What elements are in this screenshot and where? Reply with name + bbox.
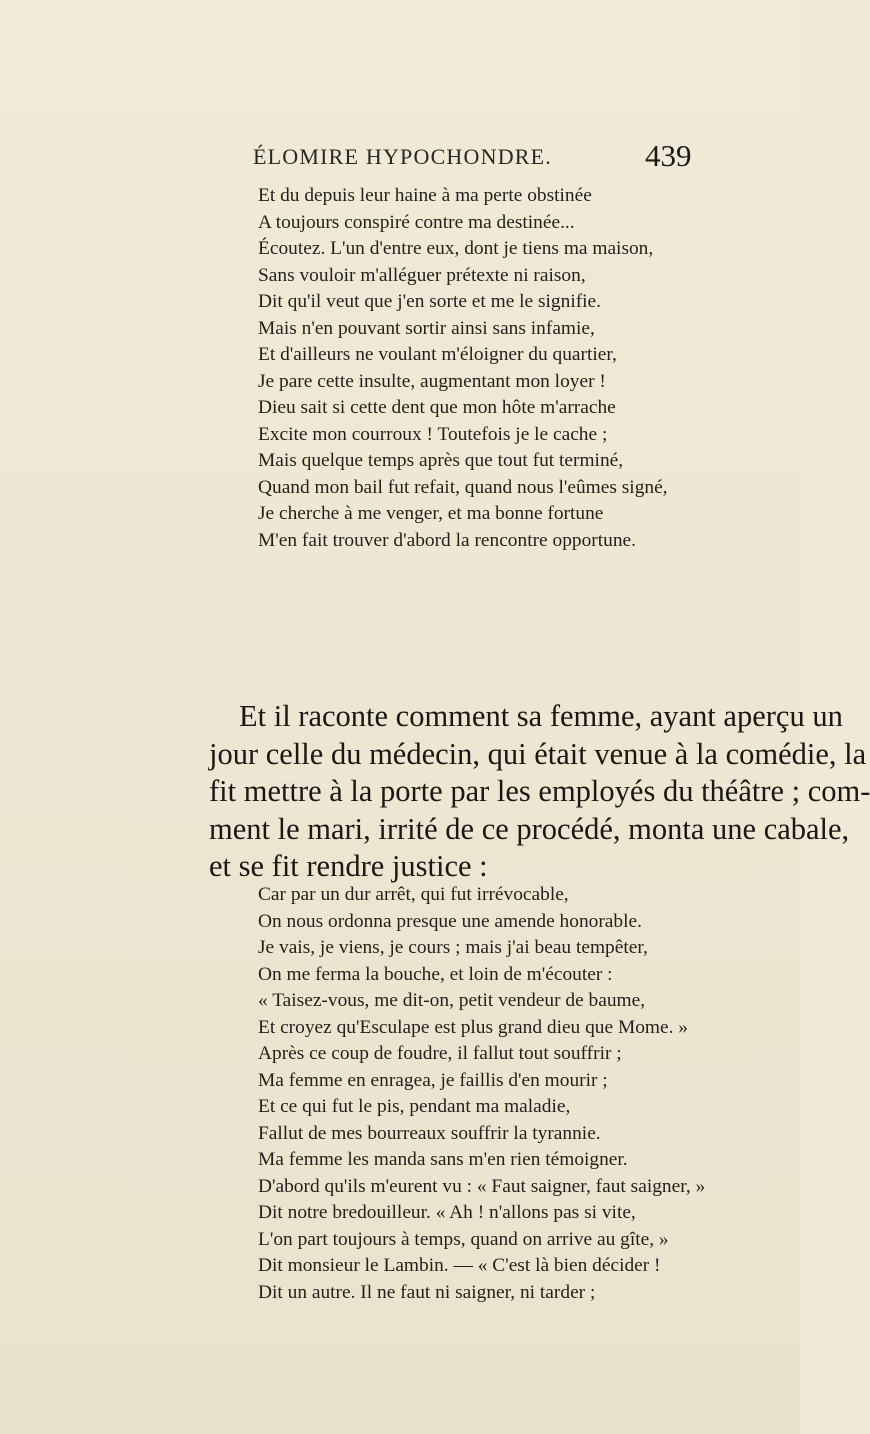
prose-line: et se fit rendre justice :	[209, 849, 488, 884]
page-header	[0, 138, 800, 178]
verse-line: Excite mon courroux ! Toutefois je le cache ;	[258, 423, 608, 445]
verse-line: M'en fait trouver d'abord la rencontre opportune.	[258, 529, 636, 551]
verse-line: D'abord qu'ils m'eurent vu : « Faut saigner, faut saigner, »	[258, 1175, 706, 1197]
verse-line: Je pare cette insulte, augmentant mon loyer !	[258, 370, 606, 392]
prose-paragraph	[209, 698, 870, 886]
verse-line: Dit un autre. Il ne faut ni saigner, ni tarder ;	[258, 1281, 596, 1303]
prose-line: jour celle du médecin, qui était venue à la comédie, la	[209, 736, 867, 771]
verse-line: Et ce qui fut le pis, pendant ma maladie,	[258, 1096, 571, 1117]
verse-line: Mais quelque temps après que tout fut terminé,	[258, 450, 624, 471]
prose-line: ment le mari, irrité de ce procédé, monta une cabale,	[209, 811, 850, 846]
verse-line: Sans vouloir m'alléguer prétexte ni raison,	[258, 264, 586, 286]
verse-line: Fallut de mes bourreaux souffrir la tyrannie.	[258, 1122, 601, 1144]
verse-line: Quand mon bail fut refait, quand nous l'eûmes signé,	[258, 476, 668, 498]
verse-line: Dit qu'il veut que j'en sorte et me le signifie.	[258, 291, 602, 312]
verse-line: On nous ordonna presque une amende honorable.	[258, 910, 642, 932]
verse-line: Et du depuis leur haine à ma perte obstinée	[258, 185, 592, 206]
verse-line: Ma femme les manda sans m'en rien témoigner.	[258, 1149, 628, 1170]
verse-line: Ma femme en enragea, je faillis d'en mourir ;	[258, 1069, 608, 1091]
verse-line: A toujours conspiré contre ma destinée...	[258, 211, 575, 233]
verse-line: Écoutez. L'un d'entre eux, dont je tiens ma maison,	[258, 238, 654, 259]
verse-line: Après ce coup de foudre, il fallut tout souffrir ;	[258, 1043, 622, 1064]
verse-passage-bottom	[0, 882, 800, 1306]
verse-line: Dieu sait si cette dent que mon hôte m'arrache	[258, 397, 616, 418]
verse-line: Et croyez qu'Esculape est plus grand dieu que Mome. »	[258, 1016, 688, 1038]
verse-line: « Taisez-vous, me dit-on, petit vendeur de baume,	[258, 990, 646, 1011]
verse-line: Dit notre bredouilleur. « Ah ! n'allons pas si vite,	[258, 1202, 636, 1223]
verse-line: On me ferma la bouche, et loin de m'écouter :	[258, 963, 613, 985]
verse-line: L'on part toujours à temps, quand on arrive au gîte, »	[258, 1228, 669, 1250]
verse-passage-top	[0, 183, 800, 554]
verse-line: Je cherche à me venger, et ma bonne fortune	[258, 503, 604, 524]
prose-line: Et il raconte comment sa femme, ayant aperçu un	[239, 699, 843, 733]
verse-line: Je vais, je viens, je cours ; mais j'ai beau tempêter,	[258, 937, 648, 958]
verse-line: Dit monsieur le Lambin. — « C'est là bien décider !	[258, 1255, 661, 1276]
verse-line: Et d'ailleurs ne voulant m'éloigner du quartier,	[258, 344, 617, 365]
prose-line: fit mettre à la porte par les employés du théâtre ; com-	[209, 774, 870, 809]
verse-line: Mais n'en pouvant sortir ainsi sans infamie,	[258, 317, 595, 339]
verse-line: Car par un dur arrêt, qui fut irrévocable,	[258, 884, 569, 905]
running-title: ÉLOMIRE HYPOCHONDRE.	[253, 144, 552, 169]
page-number: 439	[645, 138, 692, 173]
